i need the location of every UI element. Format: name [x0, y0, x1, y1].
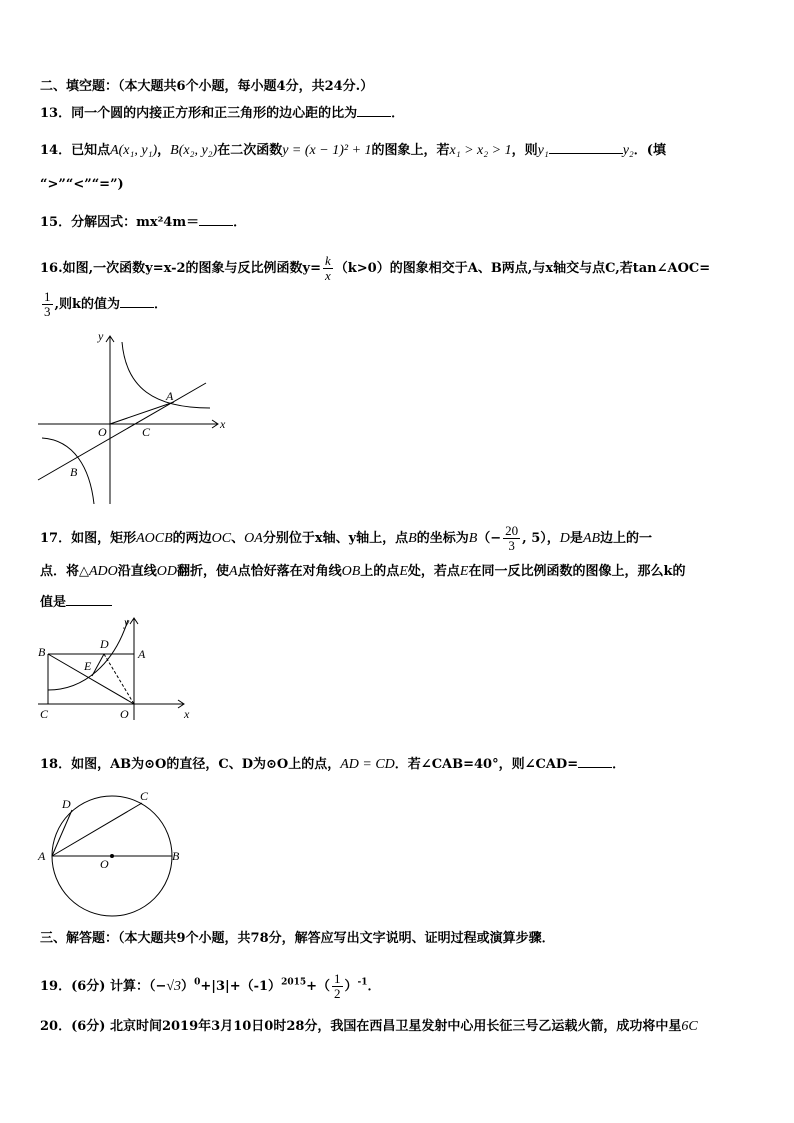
- q17-e2: E: [459, 564, 469, 579]
- q18-end: ．: [612, 757, 626, 772]
- question-17-line2: [40, 563, 685, 581]
- label-c: C: [40, 707, 49, 721]
- q17-l2d: 点恰好落在对角线: [237, 564, 342, 579]
- q19-sqrt3: √3: [166, 979, 182, 994]
- q17-b: B: [408, 531, 417, 546]
- q19-end: ．: [367, 979, 381, 994]
- q17-l2a: 点．将△: [40, 564, 89, 579]
- q17-l3: 值是: [40, 595, 67, 610]
- q15-end: ．: [233, 215, 247, 230]
- q14-point-a: A(x₁, y₁): [110, 143, 158, 158]
- question-14: [40, 141, 666, 160]
- label-c: C: [142, 425, 151, 439]
- q14-sep: ，: [157, 143, 171, 158]
- label-a: A: [166, 389, 174, 403]
- label-x: x: [184, 707, 190, 721]
- q19-exp-neg1: -1: [357, 977, 368, 988]
- fraction-one-third: $\frac{1}{3}$: [44, 289, 51, 319]
- segment-ed: [92, 654, 104, 676]
- q17-l2c: 翻折，使: [177, 564, 230, 579]
- q17-coord-close: , 5）: [522, 531, 547, 546]
- q14-p2: 在二次函数: [217, 143, 283, 158]
- q17-coord-open: （−: [477, 531, 502, 546]
- q14-p5: ．(填: [633, 143, 666, 158]
- q17-d: D: [559, 531, 570, 546]
- q17-p5: 的坐标为: [416, 531, 469, 546]
- q19-p3: +|3|+（-1）: [200, 979, 282, 994]
- q14-y1: y₁: [537, 143, 549, 158]
- center-point: [110, 854, 114, 858]
- q19-p4: +（: [306, 979, 331, 994]
- q14-condition: x₁ > x₂ > 1: [449, 143, 512, 158]
- q17-p2: 的两边: [172, 531, 212, 546]
- question-19: [40, 972, 381, 1001]
- q17-aocb: AOCB: [136, 531, 173, 546]
- q17-p4: 分别位于x轴、y轴上，点: [262, 531, 409, 546]
- q17-ab: AB: [582, 531, 601, 546]
- answer-blank[interactable]: [66, 593, 112, 606]
- question-17-line3: [40, 593, 112, 612]
- answer-blank[interactable]: [357, 104, 391, 117]
- question-18: [40, 755, 625, 774]
- hyperbola: [48, 620, 128, 690]
- fraction-one-half: $\frac{1}{2}$: [334, 971, 341, 1001]
- fraction-k-over-x: $\frac{k}{x}$: [325, 253, 331, 283]
- q17-l2f: 处，若点: [407, 564, 460, 579]
- label-a: A: [38, 849, 46, 863]
- q17-l2e: 上的点: [360, 564, 400, 579]
- q14-p3: 的图象上，若: [371, 143, 450, 158]
- label-o: O: [120, 707, 129, 721]
- q17-p6: ，: [546, 531, 560, 546]
- question-14-line2: “>”“<”“=”): [40, 177, 124, 192]
- q17-p8: 边上的一: [600, 531, 653, 546]
- q17-l2b: 沿直线: [117, 564, 157, 579]
- hyperbola-branch-2: [42, 438, 94, 504]
- chord-ad: [52, 810, 72, 856]
- q19-p1: 19．(6分) 计算：（−: [40, 979, 167, 994]
- question-13: [40, 104, 404, 123]
- q18-p2: ．若∠CAB=40°，则∠CAD=: [394, 757, 579, 772]
- q17-figure: [34, 614, 194, 724]
- q17-b2: B: [468, 531, 478, 546]
- answer-blank[interactable]: [549, 141, 623, 154]
- q15-text: 15．分解因式：mx²4m＝: [40, 215, 200, 230]
- question-16: [40, 254, 710, 283]
- q17-l2g: 在同一反比例函数的图像上，那么k的: [468, 564, 686, 579]
- q18-arc-equality: AD = CD: [340, 757, 395, 772]
- question-16-line2: [40, 290, 167, 319]
- label-o: O: [98, 425, 107, 439]
- label-x: x: [220, 417, 226, 431]
- label-y: y: [98, 329, 104, 343]
- q17-p1: 17．如图，矩形: [40, 531, 137, 546]
- label-d: D: [100, 637, 109, 651]
- label-o: O: [100, 857, 109, 871]
- q17-ob: OB: [341, 564, 361, 579]
- line-y-x-2: [38, 383, 206, 480]
- q17-oa: OA: [244, 531, 263, 546]
- q19-p2: ）: [181, 979, 195, 994]
- segment-od: [104, 654, 134, 704]
- q17-p3: 、: [231, 531, 245, 546]
- q16-p1: 16.如图,一次函数y=x-2的图象与反比例函数y=: [40, 261, 321, 276]
- answer-blank[interactable]: [199, 213, 233, 226]
- q14-y2: y₂: [622, 143, 634, 158]
- q17-ado: ADO: [89, 564, 118, 579]
- label-e: E: [84, 659, 92, 673]
- q16-p3: ,则k的值为: [54, 297, 121, 312]
- label-d: D: [62, 797, 71, 811]
- label-b: B: [172, 849, 180, 863]
- label-c: C: [140, 789, 149, 803]
- q16-end: ．: [154, 297, 168, 312]
- q20-tail: 6C: [681, 1019, 698, 1034]
- q17-od: OD: [156, 564, 178, 579]
- q14-function: y = (x − 1)² + 1: [282, 143, 372, 158]
- label-y: y: [124, 615, 130, 629]
- label-a: A: [138, 647, 146, 661]
- q19-p5: ）: [344, 979, 358, 994]
- q16-figure: [34, 328, 234, 506]
- q13-text: 13．同一个圆的内接正方形和正三角形的边心距的比为: [40, 106, 358, 121]
- fraction-20-3: $\frac{20}{3}$: [505, 523, 519, 553]
- q17-p7: 是: [569, 531, 583, 546]
- question-17: [40, 524, 652, 553]
- q17-oc: OC: [211, 531, 232, 546]
- q17-e: E: [399, 564, 408, 579]
- answer-blank[interactable]: [578, 755, 612, 768]
- section3-header: 三、解答题：（本大题共9个小题，共78分，解答应写出文字说明、证明过程或演算步骤．: [40, 931, 555, 946]
- segment-oa: [110, 402, 174, 424]
- label-b: B: [70, 465, 78, 479]
- label-b: B: [38, 645, 46, 659]
- q14-point-b: B(x₂, y₂): [170, 143, 218, 158]
- question-20: [40, 1018, 698, 1036]
- question-15: [40, 213, 246, 232]
- q20-text: 20．(6分) 北京时间2019年3月10日0时28分，我国在西昌卫星发射中心用长征三号乙运载火箭，成功将中星: [40, 1019, 682, 1034]
- q14-p1: 14．已知点: [40, 143, 111, 158]
- q18-figure: [34, 786, 190, 922]
- q14-p4: ，则: [511, 143, 538, 158]
- q19-exp2015: 2015: [281, 977, 307, 988]
- q16-p2: （k>0）的图象相交于A、B两点,与x轴交与点C,若tan∠AOC=: [334, 261, 711, 276]
- q13-end: ．: [391, 106, 405, 121]
- q17-a: A: [229, 564, 238, 579]
- section2-header: 二、填空题：（本大题共6个小题，每小题4分，共24分.）: [40, 79, 374, 94]
- answer-blank[interactable]: [120, 295, 154, 308]
- q19-exp0: 0: [194, 977, 201, 988]
- q18-p1: 18．如图，AB为⊙O的直径，C、D为⊙O上的点，: [40, 757, 341, 772]
